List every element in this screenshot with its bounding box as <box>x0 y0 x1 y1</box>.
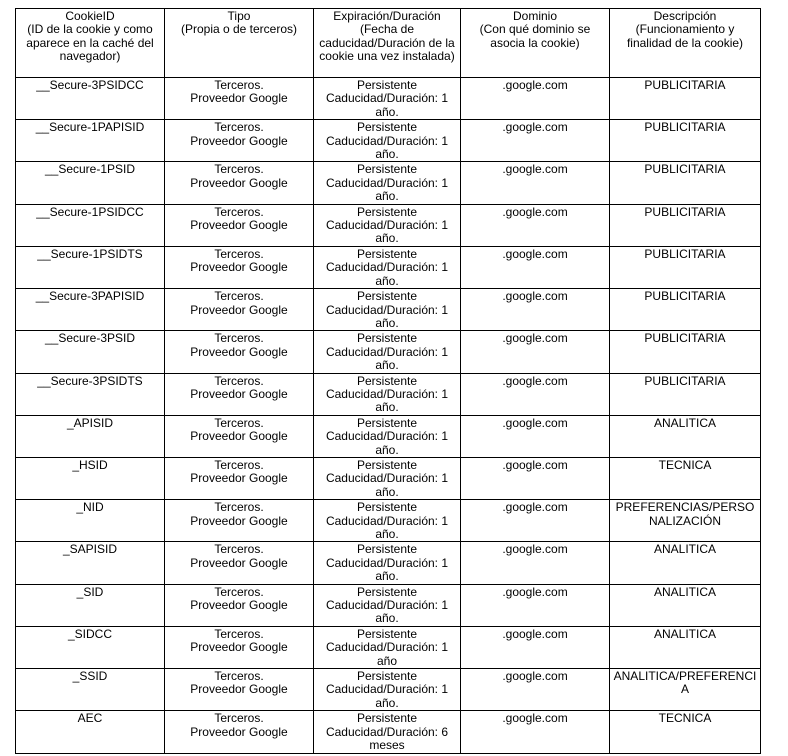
table-row <box>16 500 761 542</box>
cookie-id-cell: _SAPISID <box>16 542 165 584</box>
descripcion-cell: ANALITICA <box>610 626 761 668</box>
descripcion-cell: PUBLICITARIA <box>610 78 761 120</box>
tipo-cell: Terceros. Proveedor Google <box>165 162 314 204</box>
descripcion-cell: PUBLICITARIA <box>610 204 761 246</box>
expiracion-cell: Persistente Caducidad/Duración: 1 año. <box>314 500 461 542</box>
header-expiracion: Expiración/Duración (Fecha de caducidad/Duración de la cookie una vez instalada) <box>314 9 461 78</box>
header-dominio: Dominio (Con qué dominio se asocia la cookie) <box>461 9 610 78</box>
expiracion-cell: Persistente Caducidad/Duración: 1 año. <box>314 289 461 331</box>
descripcion-cell: PUBLICITARIA <box>610 120 761 162</box>
cookie-id-cell: __Secure-3PSIDTS <box>16 373 165 415</box>
header-descripcion: Descripción (Funcionamiento y finalidad de la cookie) <box>610 9 761 78</box>
expiracion-cell: Persistente Caducidad/Duración: 1 año. <box>314 331 461 373</box>
descripcion-cell: PUBLICITARIA <box>610 331 761 373</box>
descripcion-cell: ANALITICA/PREFERENCIA <box>610 669 761 711</box>
header-cookie-id: CookieID (ID de la cookie y como aparece en la caché del navegador) <box>16 9 165 78</box>
tipo-cell: Terceros. Proveedor Google <box>165 120 314 162</box>
expiracion-cell: Persistente Caducidad/Duración: 1 año. <box>314 542 461 584</box>
cookie-id-cell: _APISID <box>16 415 165 457</box>
expiracion-cell: Persistente Caducidad/Duración: 6 meses <box>314 711 461 753</box>
expiracion-cell: Persistente Caducidad/Duración: 1 año. <box>314 584 461 626</box>
table-row <box>16 289 761 331</box>
tipo-cell: Terceros. Proveedor Google <box>165 204 314 246</box>
dominio-cell: .google.com <box>461 373 610 415</box>
table-row <box>16 584 761 626</box>
descripcion-cell: ANALITICA <box>610 415 761 457</box>
descripcion-cell: ANALITICA <box>610 584 761 626</box>
descripcion-cell: TECNICA <box>610 711 761 753</box>
tipo-cell: Terceros. Proveedor Google <box>165 373 314 415</box>
dominio-cell: .google.com <box>461 120 610 162</box>
expiracion-cell: Persistente Caducidad/Duración: 1 año. <box>314 78 461 120</box>
cookie-id-cell: __Secure-1PSIDCC <box>16 204 165 246</box>
cookie-id-cell: _SID <box>16 584 165 626</box>
header-tipo: Tipo (Propia o de terceros) <box>165 9 314 78</box>
table-row <box>16 669 761 711</box>
expiracion-cell: Persistente Caducidad/Duración: 1 año. <box>314 246 461 288</box>
cookie-id-cell: __Secure-1PAPISID <box>16 120 165 162</box>
dominio-cell: .google.com <box>461 669 610 711</box>
table-row <box>16 373 761 415</box>
table-row <box>16 204 761 246</box>
tipo-cell: Terceros. Proveedor Google <box>165 415 314 457</box>
tipo-cell: Terceros. Proveedor Google <box>165 626 314 668</box>
dominio-cell: .google.com <box>461 78 610 120</box>
table-row <box>16 711 761 753</box>
cookie-id-cell: __Secure-1PSID <box>16 162 165 204</box>
tipo-cell: Terceros. Proveedor Google <box>165 711 314 753</box>
cookie-id-cell: __Secure-1PSIDTS <box>16 246 165 288</box>
table-row <box>16 78 761 120</box>
tipo-cell: Terceros. Proveedor Google <box>165 457 314 499</box>
expiracion-cell: Persistente Caducidad/Duración: 1 año. <box>314 457 461 499</box>
tipo-cell: Terceros. Proveedor Google <box>165 500 314 542</box>
expiracion-cell: Persistente Caducidad/Duración: 1 año. <box>314 373 461 415</box>
dominio-cell: .google.com <box>461 289 610 331</box>
table-row <box>16 331 761 373</box>
table-row <box>16 162 761 204</box>
expiracion-cell: Persistente Caducidad/Duración: 1 año. <box>314 162 461 204</box>
descripcion-cell: PUBLICITARIA <box>610 289 761 331</box>
dominio-cell: .google.com <box>461 626 610 668</box>
table-row <box>16 457 761 499</box>
dominio-cell: .google.com <box>461 331 610 373</box>
expiracion-cell: Persistente Caducidad/Duración: 1 año. <box>314 204 461 246</box>
expiracion-cell: Persistente Caducidad/Duración: 1 año. <box>314 120 461 162</box>
tipo-cell: Terceros. Proveedor Google <box>165 331 314 373</box>
table-row <box>16 120 761 162</box>
cookie-id-cell: __Secure-3PAPISID <box>16 289 165 331</box>
expiracion-cell: Persistente Caducidad/Duración: 1 año. <box>314 669 461 711</box>
cookie-table <box>15 8 761 754</box>
tipo-cell: Terceros. Proveedor Google <box>165 246 314 288</box>
table-row <box>16 542 761 584</box>
dominio-cell: .google.com <box>461 500 610 542</box>
cookie-id-cell: __Secure-3PSID <box>16 331 165 373</box>
cookie-id-cell: _SSID <box>16 669 165 711</box>
tipo-cell: Terceros. Proveedor Google <box>165 78 314 120</box>
table-row <box>16 415 761 457</box>
dominio-cell: .google.com <box>461 457 610 499</box>
dominio-cell: .google.com <box>461 584 610 626</box>
cookie-id-cell: _HSID <box>16 457 165 499</box>
expiracion-cell: Persistente Caducidad/Duración: 1 año. <box>314 415 461 457</box>
cookie-id-cell: _NID <box>16 500 165 542</box>
dominio-cell: .google.com <box>461 542 610 584</box>
descripcion-cell: PUBLICITARIA <box>610 162 761 204</box>
dominio-cell: .google.com <box>461 711 610 753</box>
dominio-cell: .google.com <box>461 246 610 288</box>
dominio-cell: .google.com <box>461 162 610 204</box>
table-row <box>16 626 761 668</box>
tipo-cell: Terceros. Proveedor Google <box>165 669 314 711</box>
expiracion-cell: Persistente Caducidad/Duración: 1 año <box>314 626 461 668</box>
tipo-cell: Terceros. Proveedor Google <box>165 542 314 584</box>
descripcion-cell: PUBLICITARIA <box>610 373 761 415</box>
descripcion-cell: TECNICA <box>610 457 761 499</box>
descripcion-cell: PREFERENCIAS/PERSONALIZACIÓN <box>610 500 761 542</box>
table-row <box>16 246 761 288</box>
tipo-cell: Terceros. Proveedor Google <box>165 584 314 626</box>
descripcion-cell: ANALITICA <box>610 542 761 584</box>
cookie-id-cell: AEC <box>16 711 165 753</box>
tipo-cell: Terceros. Proveedor Google <box>165 289 314 331</box>
cookie-id-cell: _SIDCC <box>16 626 165 668</box>
descripcion-cell: PUBLICITARIA <box>610 246 761 288</box>
header-row <box>16 9 761 78</box>
cookie-id-cell: __Secure-3PSIDCC <box>16 78 165 120</box>
dominio-cell: .google.com <box>461 204 610 246</box>
dominio-cell: .google.com <box>461 415 610 457</box>
